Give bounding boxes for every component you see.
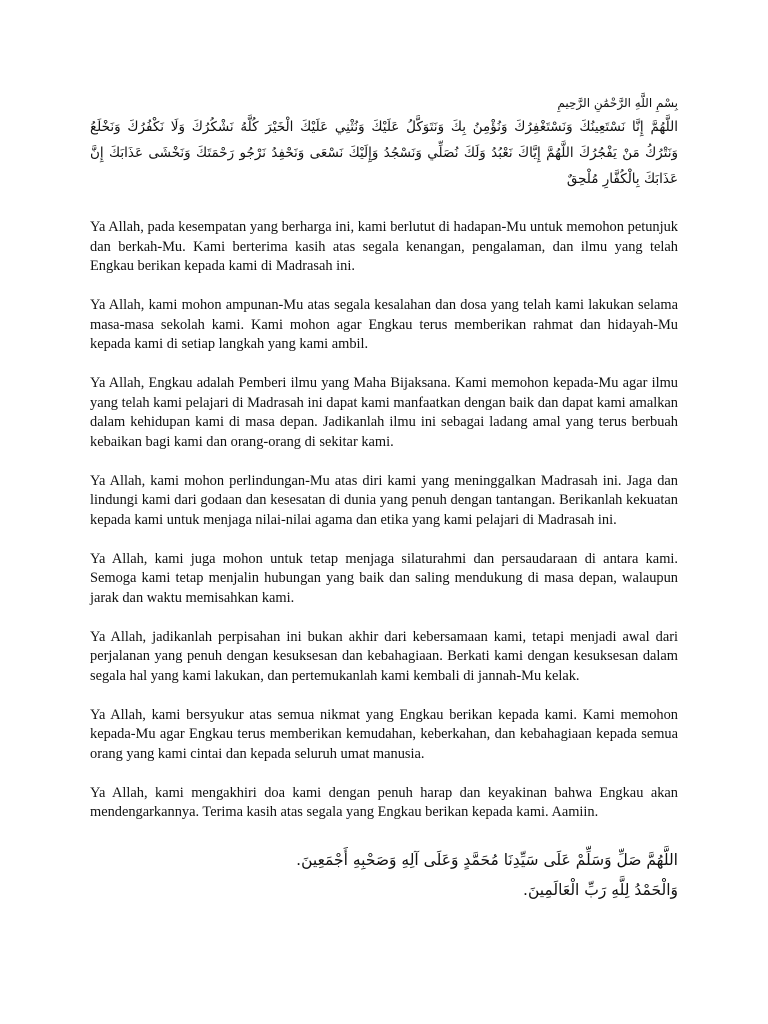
closing-line-hamdalah: وَالْحَمْدُ لِلَّهِ رَبِّ الْعَالَمِينَ. — [523, 880, 678, 899]
paragraph-5: Ya Allah, kami juga mohon untuk tetap menjaga silaturahmi dan persaudaraan di antara kami. Semoga kami tetap menjalin hubungan yang baik dan saling mendukung di masa depan, walaupun jarak dan waktu memisahkan kami. — [90, 550, 678, 606]
paragraph-3: Ya Allah, Engkau adalah Pemberi ilmu yang Maha Bijaksana. Kami memohon kepada-Mu agar ilmu yang telah kami pelajari di Madrasah ini dapat kami manfaatkan dengan baik dan dapat kami amalkan dalam kehidupan kami di masa depan. Jadikanlah ilmu ini sebagai ladang amal yang terus berbuah kebaikan bagi kami dan orang-orang di sekitar kami. — [90, 375, 678, 450]
paragraph-1: Ya Allah, pada kesempatan yang berharga ini, kami berlutut di hadapan-Mu untuk memohon petunjuk dan berkah-Mu. Kami berterima kasih atas segala kenangan, pengalaman, dan ilmu yang telah Engkau berikan kepada kami di Madrasah ini. — [90, 219, 678, 274]
paragraph-4: Ya Allah, kami mohon perlindungan-Mu atas diri kami yang meninggalkan Madrasah ini. Jaga dan lindungi kami dari godaan dan kesesatan di dunia yang penuh dengan tantangan. Berikanlah kekuatan kepada kami untuk menjaga nilai-nilai agama dan etika yang kami pelajari di Madrasah ini. — [90, 472, 678, 528]
paragraph-8: Ya Allah, kami mengakhiri doa kami dengan penuh harap dan keyakinan bahwa Engkau akan mendengarkannya. Terima kasih atas segala yang Engkau berikan kepada kami. Aamiin. — [90, 784, 678, 820]
arabic-header — [90, 94, 678, 192]
paragraph-2: Ya Allah, kami mohon ampunan-Mu atas segala kesalahan dan dosa yang telah kami lakukan selama masa-masa sekolah kami. Kami mohon agar Engkau terus memberikan rahmat dan hidayah-Mu kepada kami di setiap langkah yang kami ambil. — [90, 297, 678, 352]
paragraph-7: Ya Allah, kami bersyukur atas semua nikmat yang Engkau berikan kepada kami. Kami memohon kepada-Mu agar Engkau terus memberikan kemudahan, keberkahan, dan kebahagiaan kepada semua orang yang kami cintai dan kepada seluruh umat manusia. — [90, 706, 678, 762]
basmala: بِسْمِ اللَّهِ الرَّحْمَٰنِ الرَّحِيمِ — [557, 96, 678, 110]
closing-line-salawat: اللَّهُمَّ صَلِّ وَسَلِّمْ عَلَى سَيِّدِنَا مُحَمَّدٍ وَعَلَى آلِهِ وَصَحْبِهِ أَجْمَعِينَ. — [296, 850, 678, 869]
opening-dua: اللَّهُمَّ إِنَّا نَسْتَعِينُكَ وَنَسْتَغْفِرُكَ وَنُؤْمِنُ بِكَ وَنَتَوَكَّلُ عَلَيْكَ وَنُثْنِي عَلَيْكَ الْخَيْرَ كُلَّهُ نَشْكُرُكَ وَلَا نَكْفُرُكَ وَنَخْلَعُ وَنَتْرُكُ مَنْ يَفْجُرُكَ اللَّهُمَّ إِيَّاكَ نَعْبُدُ وَلَكَ نُصَلِّي وَنَسْجُدُ وَإِلَيْكَ نَسْعَى وَنَحْفِدُ نَرْجُو رَحْمَتَكَ وَنَخْشَى عَذَابَكَ إِنَّ عَذَابَكَ بِالْكُفَّارِ مُلْحِقٌ — [90, 119, 678, 187]
document-page — [90, 94, 678, 905]
closing-salawat — [90, 845, 678, 905]
paragraph-6: Ya Allah, jadikanlah perpisahan ini bukan akhir dari kebersamaan kami, tetapi menjadi awal dari perjalanan yang penuh dengan kesuksesan dan kebahagiaan. Berkati kami dengan kesuksesan dalam segala hal yang kami lakukan, dan pertemukanlah kami kembali di jannah-Mu kelak. — [90, 628, 678, 684]
prayer-body — [90, 218, 678, 823]
